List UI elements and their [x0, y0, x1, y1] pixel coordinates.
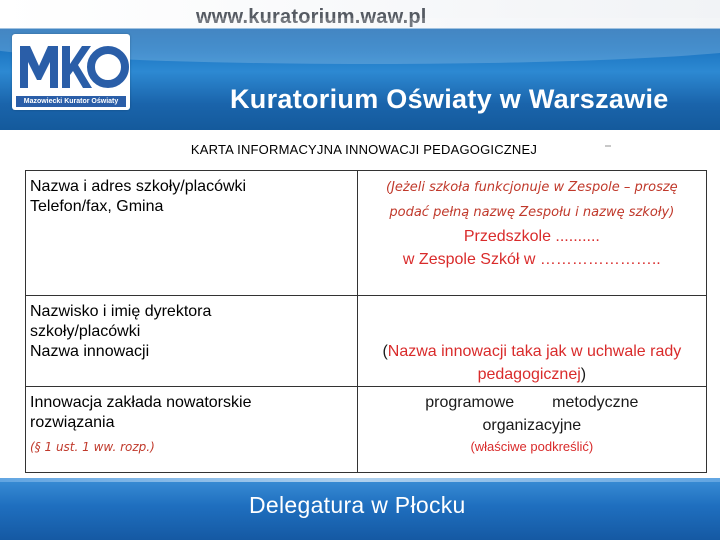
director-label-cell	[26, 296, 358, 387]
director-label-line1: Nazwisko i imię dyrektora	[30, 303, 212, 320]
school-value-line1: Przedszkole ..........	[463, 228, 600, 245]
innovation-name-label: Nazwa innowacji	[30, 343, 150, 360]
table-row	[26, 296, 707, 387]
school-hint-line2: podać pełną nazwę Zespołu i nazwę szkoły)	[389, 205, 675, 220]
logo-subtitle: Mazowiecki Kurator Oświaty	[16, 96, 126, 107]
innovation-name-hint-line2: pedagogicznej)	[477, 366, 587, 383]
option-organizacyjne[interactable]: organizacyjne	[482, 417, 582, 434]
option-programowe[interactable]: programowe	[425, 394, 515, 411]
info-table	[25, 170, 707, 473]
site-url[interactable]: www.kuratorium.waw.pl	[196, 6, 427, 28]
school-name-value-cell[interactable]	[357, 171, 706, 296]
solutions-label-cell	[26, 387, 358, 473]
innovation-name-value-cell[interactable]	[357, 296, 706, 387]
site-header	[0, 0, 720, 130]
mko-logo	[12, 34, 130, 110]
director-label-line2: szkoły/placówki	[30, 323, 141, 340]
header-title: Kuratorium Oświaty w Warszawie	[230, 84, 669, 114]
footer-title: Delegatura w Płocku	[249, 492, 466, 518]
innovation-name-hint-line1: (Nazwa innowacji taka jak w uchwale rady	[382, 343, 682, 360]
decorative-dash	[605, 145, 611, 147]
school-value-line2: w Zespole Szkół w …………………..	[402, 251, 661, 268]
table-row	[26, 387, 707, 473]
solutions-label-line1: Innowacja zakłada nowatorskie	[30, 394, 252, 411]
legal-reference: (§ 1 ust. 1 ww. rozp.)	[30, 440, 155, 454]
card-title: KARTA INFORMACYJNA INNOWACJI PEDAGOGICZNEJ	[190, 142, 538, 157]
mko-logo-mark-icon	[12, 34, 130, 96]
solutions-label-line2: rozwiązania	[30, 414, 115, 431]
school-name-label: Nazwa i adres szkoły/placówki	[30, 178, 247, 195]
option-metodyczne[interactable]: metodyczne	[552, 394, 639, 411]
solutions-options-line1	[358, 391, 706, 414]
school-hint-line1: (Jeżeli szkoła funkcjonuje w Zespole – proszę	[386, 180, 678, 195]
phone-label: Telefon/fax, Gmina	[30, 198, 164, 215]
underline-note: (właściwe podkreślić)	[470, 439, 594, 454]
table-row	[26, 171, 707, 296]
solutions-options-cell	[357, 387, 706, 473]
site-footer	[0, 478, 720, 540]
school-name-label-cell	[26, 171, 358, 296]
footer-separator	[0, 478, 720, 482]
